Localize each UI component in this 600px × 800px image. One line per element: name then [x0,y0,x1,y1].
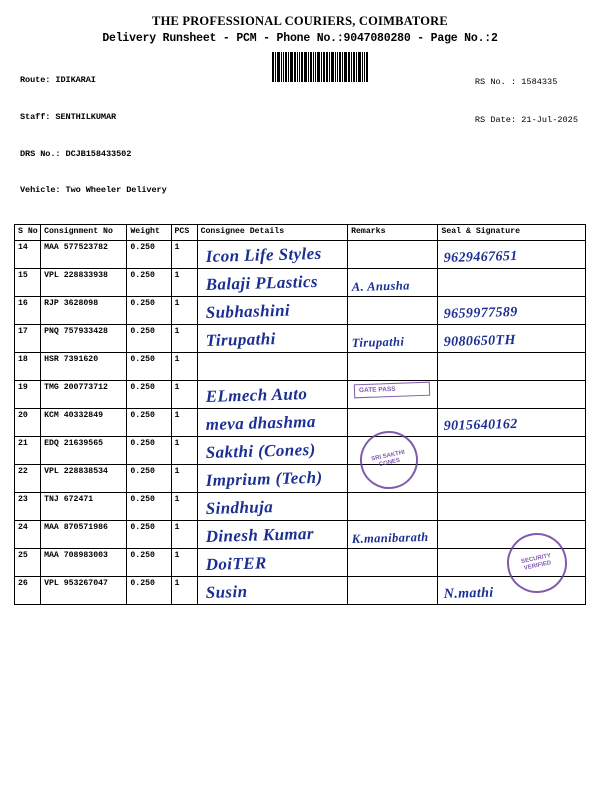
handwriting-consignee: Imprium (Tech) [205,467,323,490]
table-row [15,296,586,324]
cell-signature [438,576,586,604]
table-row [15,380,586,408]
cell-consignment: TMG 200773712 [41,380,127,408]
cell-sno: 21 [15,436,41,464]
cell-pcs: 1 [171,408,197,436]
col-remarks: Remarks [348,224,438,240]
col-consignment: Consignment No [41,224,127,240]
cell-consignee [197,240,348,268]
cell-sno: 26 [15,576,41,604]
handwriting-remarks: Tirupathi [351,334,405,350]
cell-pcs: 1 [171,268,197,296]
cell-signature [438,492,586,520]
table-row [15,408,586,436]
cell-consignee [197,548,348,576]
cell-consignee [197,296,348,324]
cell-remarks [348,352,438,380]
drs-label: DRS No.: DCJB158433502 [20,148,132,159]
table-row [15,240,586,268]
cell-consignment: MAA 577523782 [41,240,127,268]
cell-signature [438,268,586,296]
table-body [15,240,586,604]
cell-consignee [197,408,348,436]
handwriting-consignee: Sakthi (Cones) [205,439,316,462]
col-sno: S No [15,224,41,240]
cell-consignee [197,436,348,464]
gate-pass-stamp [354,382,430,399]
table-row [15,324,586,352]
cell-consignment: VPL 953267047 [41,576,127,604]
cell-signature [438,296,586,324]
cell-consignee [197,380,348,408]
cell-consignment: HSR 7391620 [41,352,127,380]
cell-consignee [197,352,348,380]
cell-consignment: RJP 3628098 [41,296,127,324]
cell-pcs: 1 [171,380,197,408]
cell-remarks [348,240,438,268]
handwriting-consignee: Balaji PLastics [205,271,318,294]
sakthi-cones-stamp-label: SRI SAKTHI CONES [371,449,406,468]
vehicle-label: Vehicle: Two Wheeler Delivery [20,185,167,196]
cell-signature [438,408,586,436]
cell-weight: 0.250 [127,492,171,520]
cell-weight: 0.250 [127,240,171,268]
cell-weight: 0.250 [127,268,171,296]
cell-remarks [348,436,438,468]
table-row [15,576,586,604]
cell-pcs: 1 [171,296,197,324]
cell-consignment: KCM 40332849 [41,408,127,436]
runsheet-table [14,224,586,605]
cell-consignee [197,576,348,604]
handwriting-consignee: meva dhashma [205,411,316,434]
cell-signature [438,548,586,576]
meta-block [14,50,586,221]
table-row [15,436,586,464]
table-row [15,268,586,296]
cell-signature [438,380,586,408]
cell-consignee [197,464,348,492]
cell-pcs: 1 [171,464,197,492]
cell-weight: 0.250 [127,464,171,492]
handwriting-signature: 9080650TH [443,332,517,350]
cell-weight: 0.250 [127,380,171,408]
cell-remarks [348,576,438,604]
cell-pcs: 1 [171,492,197,520]
cell-weight: 0.250 [127,576,171,604]
cell-sno: 20 [15,408,41,436]
cell-weight: 0.250 [127,296,171,324]
cell-consignment: TNJ 672471 [41,492,127,520]
page-title: THE PROFESSIONAL COURIERS, COIMBATORE [152,14,448,28]
cell-consignee [197,492,348,520]
cell-remarks [348,324,438,352]
cell-sno: 16 [15,296,41,324]
page-subtitle: Delivery Runsheet - PCM - Phone No.:9047080280 - Page No.:2 [102,32,498,45]
cell-consignment: VPL 228838534 [41,464,127,492]
cell-consignment: MAA 870571986 [41,520,127,548]
gate-pass-stamp-label: GATE PASS [358,385,396,394]
table-row [15,492,586,520]
table-row [15,520,586,548]
col-signature: Seal & Signature [438,224,586,240]
cell-sno: 25 [15,548,41,576]
cell-consignee [197,268,348,296]
cell-pcs: 1 [171,436,197,464]
cell-pcs: 1 [171,576,197,604]
cell-weight: 0.250 [127,324,171,352]
cell-weight: 0.250 [127,408,171,436]
cell-remarks [348,380,438,408]
handwriting-consignee: Dinesh Kumar [205,523,314,546]
handwriting-consignee: DoiTER [205,553,267,574]
rs-no-label: RS No. : 1584335 [474,76,558,87]
cell-remarks [348,548,438,576]
cell-weight: 0.250 [127,520,171,548]
meta-right [475,50,586,153]
handwriting-consignee: Tirupathi [205,328,276,350]
cell-sno: 18 [15,352,41,380]
cell-signature [438,352,586,380]
cell-signature [438,436,586,464]
col-weight: Weight [127,224,171,240]
staff-label: Staff: SENTHILKUMAR [20,112,117,123]
table-row [15,464,586,492]
cell-sno: 23 [15,492,41,520]
cell-pcs: 1 [171,240,197,268]
handwriting-consignee: Subhashini [205,300,290,322]
route-label: Route: IDIKARAI [20,75,96,86]
handwriting-signature: 9659977589 [443,304,519,322]
cell-pcs: 1 [171,352,197,380]
handwriting-remarks: K.manibarath [351,529,429,546]
rs-date-label: RS Date: 21-Jul-2025 [474,115,578,126]
cell-sno: 22 [15,464,41,492]
cell-weight: 0.250 [127,548,171,576]
cell-sno: 14 [15,240,41,268]
cell-sno: 15 [15,268,41,296]
cell-consignment: VPL 228833938 [41,268,127,296]
col-pcs: PCS [171,224,197,240]
cell-remarks [348,268,438,296]
cell-sno: 24 [15,520,41,548]
cell-consignment: PNQ 757933428 [41,324,127,352]
cell-weight: 0.250 [127,436,171,464]
cell-pcs: 1 [171,548,197,576]
cell-pcs: 1 [171,520,197,548]
cell-signature [438,520,586,548]
cell-sno: 19 [15,380,41,408]
cell-signature [438,324,586,352]
handwriting-consignee: Icon Life Styles [205,243,322,266]
cell-remarks [348,464,438,492]
doiter-stamp-label: SECURITY VERIFIED [520,553,552,572]
handwriting-consignee: Susin [205,581,248,602]
col-consignee: Consignee Details [197,224,348,240]
handwriting-signature: 9629467651 [443,248,519,266]
cell-weight: 0.250 [127,352,171,380]
table-row [15,548,586,576]
table-header-row [15,224,586,240]
cell-consignment: MAA 708983003 [41,548,127,576]
cell-consignee [197,520,348,548]
handwriting-signature: 9015640162 [443,416,519,434]
cell-signature [438,464,586,492]
cell-remarks [348,520,438,548]
cell-consignee [197,324,348,352]
handwriting-consignee: Sindhuja [205,496,274,518]
cell-remarks [348,296,438,324]
handwriting-signature: N.mathi [443,585,495,602]
cell-consignment: EDQ 21639565 [41,436,127,464]
handwriting-consignee: ELmech Auto [205,384,308,406]
table-row [15,352,586,380]
meta-left [14,50,167,221]
cell-pcs: 1 [171,324,197,352]
barcode [272,50,369,82]
handwriting-remarks: A. Anusha [351,278,411,294]
cell-remarks [348,492,438,520]
cell-signature [438,240,586,268]
cell-sno: 17 [15,324,41,352]
